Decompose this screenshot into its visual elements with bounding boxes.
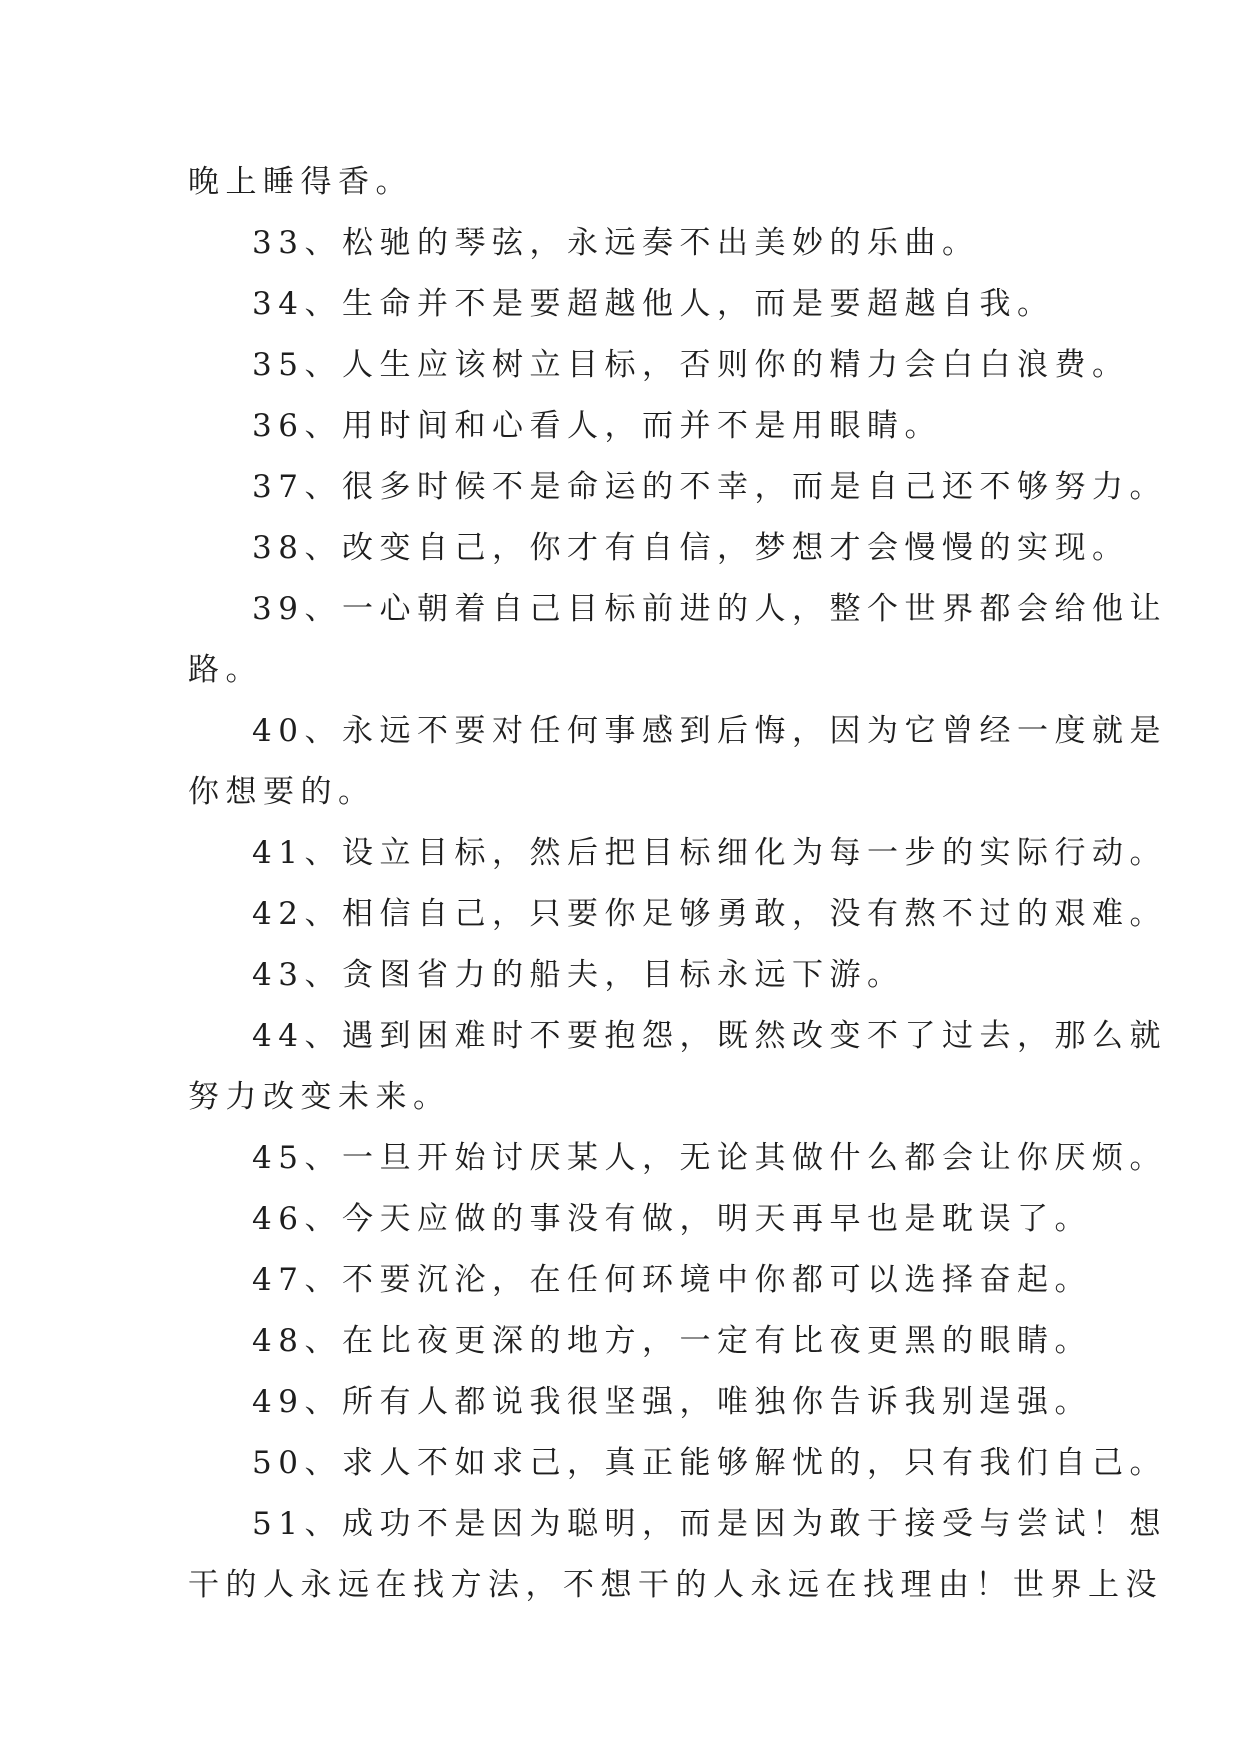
paragraph-line: 42、相信自己，只要你足够勇敢，没有熬不过的艰难。 xyxy=(252,896,1167,932)
paragraph-line: 43、贪图省力的船夫，目标永远下游。 xyxy=(252,957,905,993)
paragraph-line: 49、所有人都说我很坚强，唯独你告诉我别逞强。 xyxy=(252,1384,1092,1420)
paragraph-line: 34、生命并不是要超越他人，而是要超越自我。 xyxy=(252,286,1055,322)
paragraph-line: 46、今天应做的事没有做，明天再早也是耽误了。 xyxy=(252,1201,1092,1237)
paragraph-line: 35、人生应该树立目标，否则你的精力会白白浪费。 xyxy=(252,347,1130,383)
paragraph-continuation-line: 路。 xyxy=(188,652,263,688)
paragraph-line: 39、一心朝着自己目标前进的人，整个世界都会给他让 xyxy=(252,591,1167,627)
paragraph-continuation-line: 努力改变未来。 xyxy=(188,1079,451,1115)
paragraph-line: 45、一旦开始讨厌某人，无论其做什么都会让你厌烦。 xyxy=(252,1140,1167,1176)
document-body xyxy=(188,152,1167,1616)
paragraph-continuation-line: 你想要的。 xyxy=(188,774,376,810)
paragraph-line: 37、很多时候不是命运的不幸，而是自己还不够努力。 xyxy=(252,469,1167,505)
paragraph-line: 36、用时间和心看人，而并不是用眼睛。 xyxy=(252,408,942,444)
paragraph-line: 48、在比夜更深的地方，一定有比夜更黑的眼睛。 xyxy=(252,1323,1092,1359)
paragraph-continuation-line: 干的人永远在找方法，不想干的人永远在找理由！世界上没 xyxy=(188,1567,1163,1603)
paragraph-line: 51、成功不是因为聪明，而是因为敢于接受与尝试！想 xyxy=(252,1506,1167,1542)
paragraph-line: 50、求人不如求己，真正能够解忧的，只有我们自己。 xyxy=(252,1445,1167,1481)
paragraph-line: 38、改变自己，你才有自信，梦想才会慢慢的实现。 xyxy=(252,530,1130,566)
paragraph-line: 33、松驰的琴弦，永远奏不出美妙的乐曲。 xyxy=(252,225,980,261)
paragraph-line: 41、设立目标，然后把目标细化为每一步的实际行动。 xyxy=(252,835,1167,871)
paragraph-line: 晚上睡得香。 xyxy=(188,164,413,200)
paragraph-line: 44、遇到困难时不要抱怨，既然改变不了过去，那么就 xyxy=(252,1018,1167,1054)
paragraph-line: 40、永远不要对任何事感到后悔，因为它曾经一度就是 xyxy=(252,713,1167,749)
paragraph-line: 47、不要沉沦，在任何环境中你都可以选择奋起。 xyxy=(252,1262,1092,1298)
